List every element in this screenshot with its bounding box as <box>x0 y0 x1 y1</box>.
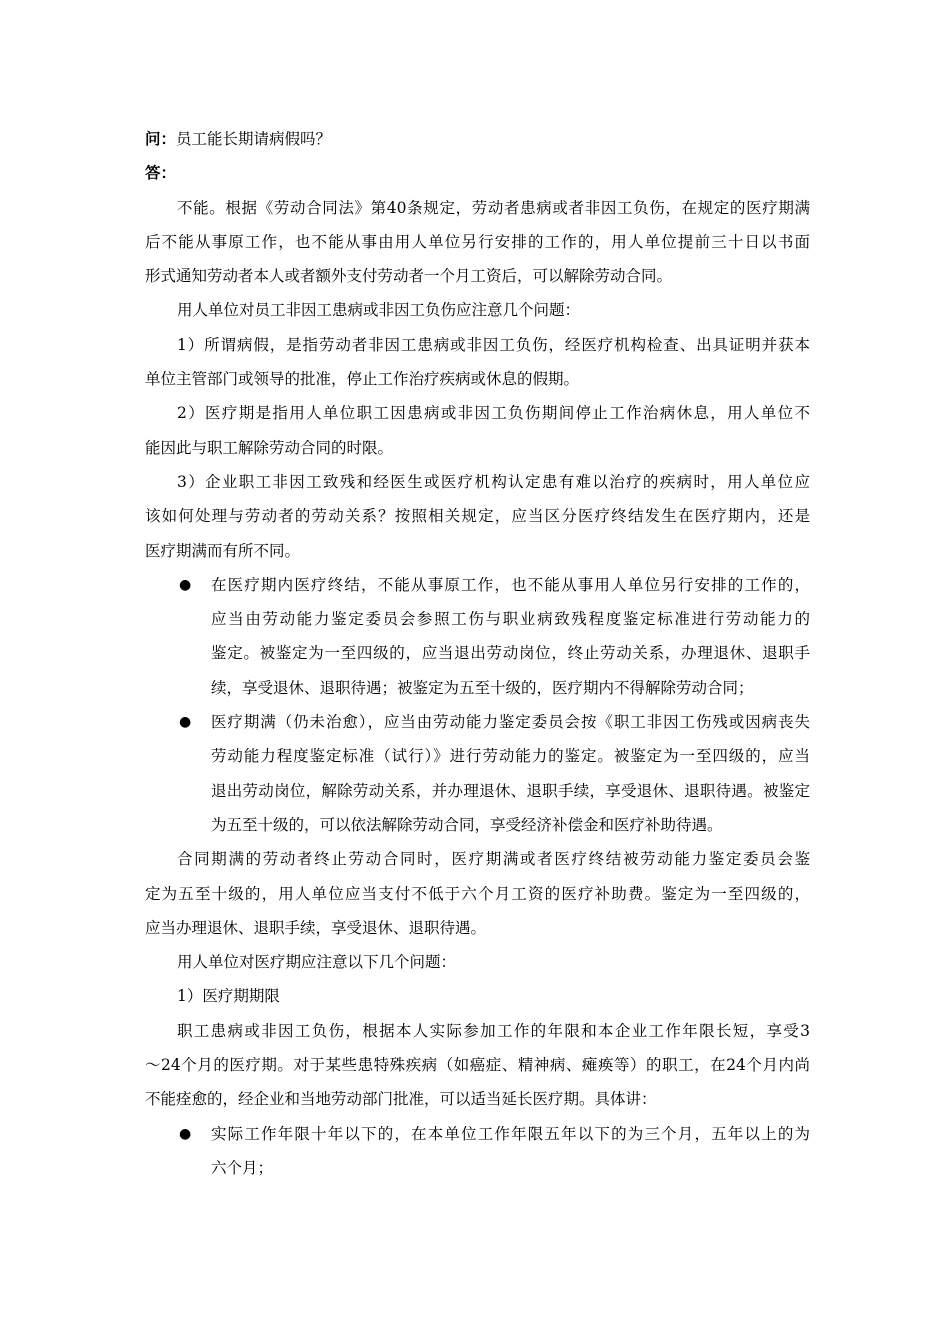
paragraph-line: 用人单位对员工非因工患病或非因工负伤应注意几个问题： <box>177 301 581 320</box>
answer-label: 答： <box>145 163 177 183</box>
bullet-line: 在医疗期内医疗终结，不能从事原工作，也不能从事用人单位另行安排的工作的， <box>211 575 810 594</box>
question-text: 员工能长期请病假吗？ <box>176 130 332 148</box>
paragraph-line: 职工患病或非因工负伤，根据本人实际参加工作的年限和本企业工作年限长短，享受3 <box>177 1021 810 1040</box>
bullet-dot: ● <box>179 576 192 593</box>
paragraph-line: 2）医疗期是指用人单位职工因患病或非因工负伤期间停止工作治病休息，用人单位不 <box>177 404 810 423</box>
paragraph-line: 1）所谓病假，是指劳动者非因工患病或非因工负伤，经医疗机构检查、出具证明并获本 <box>177 335 810 354</box>
paragraph-line: 用人单位对医疗期应注意以下几个问题： <box>177 953 457 972</box>
bullet-item <box>145 570 810 600</box>
bullet-dot: ● <box>179 714 192 731</box>
paragraph-line: 该如何处理与劳动者的劳动关系？按照相关规定，应当区分医疗终结发生在医疗期内，还是 <box>145 507 810 526</box>
bullet-line: 退出劳动岗位，解除劳动关系，并办理退休、退职手续，享受退休、退职待遇。被鉴定 <box>211 781 810 800</box>
bullet-line: 为五至十级的，可以依法解除劳动合同，享受经济补偿金和医疗补助待遇。 <box>211 815 723 834</box>
bullet-item <box>145 707 810 737</box>
answer-line <box>145 158 810 188</box>
question-label: 问： <box>145 129 177 148</box>
bullet-line: 六个月； <box>211 1158 274 1177</box>
bullet-line: 医疗期满（仍未治愈），应当由劳动能力鉴定委员会按《职工非因工伤残或因病丧失 <box>211 713 810 732</box>
paragraph-line: 单位主管部门或领导的批准，停止工作治疗疾病或休息的假期。 <box>145 370 580 389</box>
bullet-line: 劳动能力程度鉴定标准（试行）》进行劳动能力的鉴定。被鉴定为一至四级的，应当 <box>211 747 810 766</box>
paragraph-line: 医疗期满而有所不同。 <box>145 541 301 560</box>
paragraph-line: ～24个月的医疗期。对于某些患特殊疾病（如癌症、精神病、瘫痪等）的职工，在24个月内尚 <box>145 1056 810 1075</box>
paragraph-line: 1）医疗期期限 <box>177 987 280 1006</box>
paragraph-line: 能因此与职工解除劳动合同的时限。 <box>145 438 394 457</box>
paragraph-line: 合同期满的劳动者终止劳动合同时，医疗期满或者医疗终结被劳动能力鉴定委员会鉴 <box>177 850 810 869</box>
bullet-line: 续，享受退休、退职待遇；被鉴定为五至十级的，医疗期内不得解除劳动合同； <box>211 678 754 697</box>
bullet-item <box>145 1119 810 1149</box>
bullet-dot: ● <box>179 1125 192 1142</box>
paragraph-line: 应当办理退休、退职手续，享受退休、退职待遇。 <box>145 918 487 937</box>
question-line <box>145 124 810 154</box>
paragraph-line: 不能痊愈的，经企业和当地劳动部门批准，可以适当延长医疗期。具体讲： <box>145 1090 657 1109</box>
document-body <box>145 124 810 1187</box>
bullet-line: 实际工作年限十年以下的，在本单位工作年限五年以下的为三个月，五年以上的为 <box>211 1124 810 1143</box>
paragraph-line: 3）企业职工非因工致残和经医生或医疗机构认定患有难以治疗的疾病时，用人单位应 <box>177 472 810 491</box>
paragraph-line: 形式通知劳动者本人或者额外支付劳动者一个月工资后，可以解除劳动合同。 <box>145 267 673 286</box>
paragraph-line: 不能。根据《劳动合同法》第40条规定，劳动者患病或者非因工负伤，在规定的医疗期满 <box>177 198 810 217</box>
bullet-line: 应当由劳动能力鉴定委员会参照工伤与职业病致残程度鉴定标准进行劳动能力的 <box>211 610 810 629</box>
paragraph-line: 定为五至十级的，用人单位应当支付不低于六个月工资的医疗补助费。鉴定为一至四级的， <box>145 884 810 903</box>
paragraph-line: 后不能从事原工作，也不能从事由用人单位另行安排的工作的，用人单位提前三十日以书面 <box>145 232 810 251</box>
bullet-line: 鉴定。被鉴定为一至四级的，应当退出劳动岗位，终止劳动关系，办理退休、退职手 <box>211 644 810 663</box>
